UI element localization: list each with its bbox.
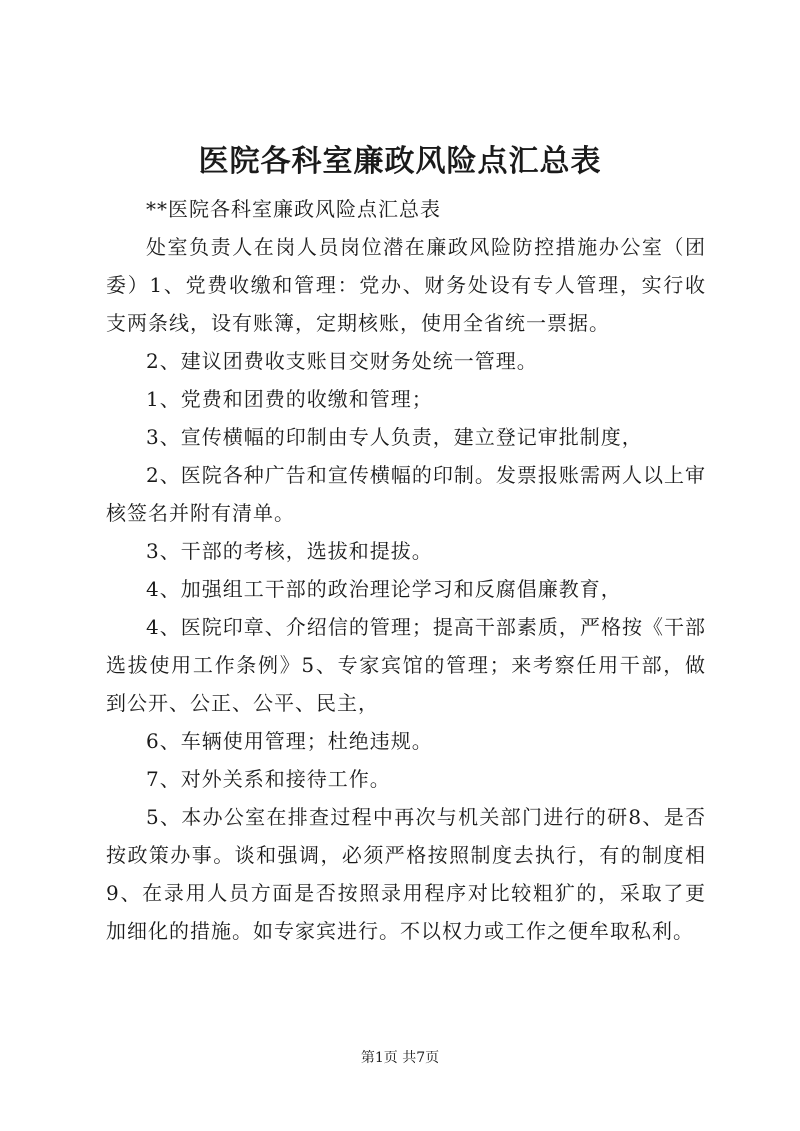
paragraph: 4、加强组工干部的政治理论学习和反腐倡廉教育，	[146, 577, 622, 601]
paragraph: 4、医院印章、介绍信的管理；提高干部素质，严格按《干部选拔使用工作条例》5、专家宾馆的管理；来考察任用干部，做到公开、公正、公平、民主，	[106, 615, 706, 715]
paragraph: 3、宣传横幅的印制由专人负责，建立登记审批制度，	[146, 425, 643, 449]
paragraph: 处室负责人在岗人员岗位潜在廉政风险防控措施办公室（团委）1、党费收缴和管理：党办、财务处设有专人管理，实行收支两条线，设有账簿，定期核账，使用全省统一票据。	[106, 235, 706, 335]
paragraph: 2、医院各种广告和宣传横幅的印制。发票报账需两人以上审核签名并附有清单。	[106, 463, 706, 525]
paragraph-subtitle: **医院各科室廉政风险点汇总表	[146, 197, 441, 221]
paragraph: 3、干部的考核，选拔和提拔。	[146, 539, 433, 563]
paragraph: 1、党费和团费的收缴和管理；	[146, 387, 433, 411]
document-body	[106, 190, 706, 950]
paragraph: 6、车辆使用管理；杜绝违规。	[146, 729, 433, 753]
paragraph: 7、对外关系和接待工作。	[146, 767, 391, 791]
document-title: 医院各科室廉政风险点汇总表	[198, 144, 602, 179]
paragraph: 2、建议团费收支账目交财务处统一管理。	[146, 349, 538, 373]
page-number-footer: 第1页 共7页	[360, 1050, 440, 1066]
paragraph: 5、本办公室在排查过程中再次与机关部门进行的研8、是否按政策办事。谈和强调，必须严格按照制度去执行，有的制度相9、在录用人员方面是否按照录用程序对比较粗犷的，采取了更加细化的措施。如专家宾进行。不以权力或工作之便牟取私利。	[106, 805, 706, 943]
